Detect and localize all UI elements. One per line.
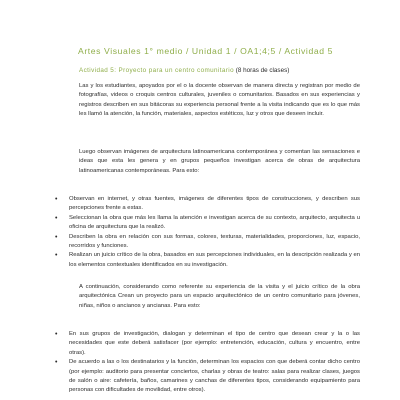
document-header: Artes Visuales 1° medio / Unidad 1 / OA1;4;5 / Actividad 5 bbox=[78, 46, 333, 56]
list-item-text: En sus grupos de investigación, dialogan y determinan el tipo de centro que desean crear y la o las necesidades que este deberá satisfacer (por ejemplo: entretención, educación, cultura y encuentro, entre otras). bbox=[69, 331, 360, 356]
list-item bbox=[55, 251, 360, 270]
bullet-icon: • bbox=[55, 252, 58, 260]
research-steps-list bbox=[55, 195, 360, 270]
intro-paragraph: Las y los estudiantes, apoyados por el o la docente observan de manera directa y registran por medio de fotografías, videos o croquis centros culturales, juveniles o comunitarios. Basados en sus experiencias y registros describen en sus bitácoras su experiencia personal frente a la visita indicando que es lo que más les llamó la atención, la función, materiales, aspectos estéticos, luz y otros que deseen incluir. bbox=[79, 83, 360, 118]
list-item-text: Seleccionan la obra que más les llama la atención e investigan acerca de su contexto, arquitecto, arquitecta u oficina de arquitectura que la realizó. bbox=[69, 214, 360, 231]
activity-title bbox=[79, 67, 289, 74]
bullet-icon: • bbox=[55, 331, 58, 338]
list-item-text: Realizan un juicio crítico de la obra, basados en sus percepciones individuales, en la descripción realizada y en los elementos contextuales identificados en su investigación. bbox=[69, 252, 360, 268]
activity-label: Actividad 5: Proyecto para un centro comunitario bbox=[79, 67, 235, 74]
list-item-text: Observan en internet, y otras fuentes, imágenes de diferentes tipos de construcciones, y describen sus percepciones frente a estas. bbox=[69, 196, 360, 212]
activity-hours: (8 horas de clases) bbox=[235, 67, 290, 74]
list-item-text: Describen la obra en relación con sus formas, colores, texturas, materialidades, proporciones, luz, espacio, recorridos y funciones. bbox=[69, 233, 360, 250]
list-item bbox=[55, 233, 360, 252]
list-item bbox=[55, 330, 360, 358]
list-item bbox=[55, 358, 360, 396]
list-item bbox=[55, 195, 360, 214]
third-paragraph: A continuación, considerando como referente su experiencia de la visita y el juicio crítico de la obra arquitectónica Crean un proyecto para un espacio arquitectónico de un centro comunitario para jóvenes, niñas, niños o ancianos y ancianas. Para esto: bbox=[79, 284, 360, 309]
bullet-icon: • bbox=[55, 233, 58, 241]
list-item-text: De acuerdo a las o los destinatarios y la función, determinan los espacios con que deberá contar dicho centro (por ejemplo: auditorio para presentar conciertos, charlas y obras de teatro: salas para realizar clases, juegos de salón o aire: cafetería, baños, camarines y canchas de diferentes tipos, considerando equipamiento para personas con dificultades de movilidad, entre otros). bbox=[69, 359, 360, 394]
bullet-icon: • bbox=[55, 196, 58, 203]
bullet-icon: • bbox=[55, 359, 58, 367]
list-item bbox=[55, 214, 360, 233]
second-paragraph: Luego observan imágenes de arquitectura latinoamericana contemporánea y comentan las sensaciones e ideas que esta les genera y en grupos pequeños investigan acerca de obras de arquitectura latinoamericanas contemporáneas. Para esto: bbox=[79, 149, 360, 174]
bullet-icon: • bbox=[55, 214, 58, 222]
project-steps-list bbox=[55, 330, 360, 396]
